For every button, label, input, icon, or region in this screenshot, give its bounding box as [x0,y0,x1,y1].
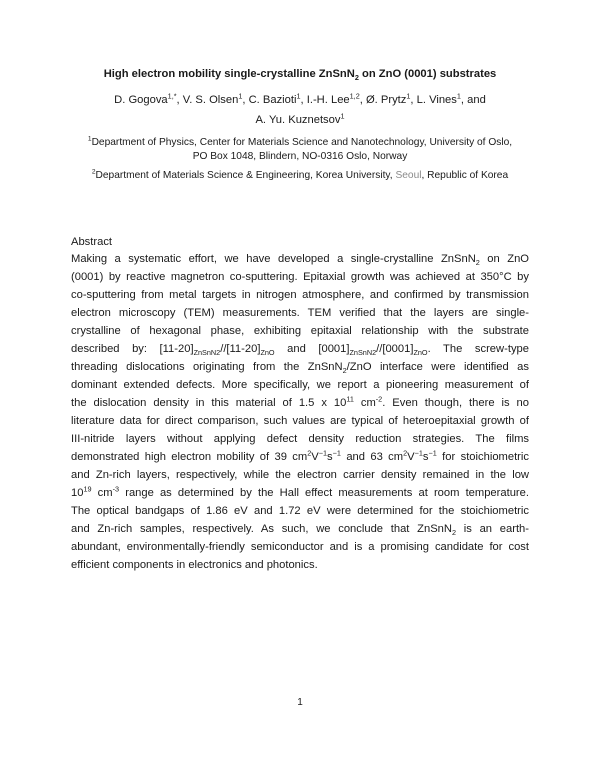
abstract-line: dominant extended defects. More specifically, we report a pioneering measurement of [71,379,529,391]
abstract-line: abundant, environmentally-friendly semiconductor and is a promising candidate for cost [71,541,529,553]
affiliation-2: $^2$Department of Materials Science & Engineering, Korea University, Seoul, Republic of Korea [91,168,509,181]
abstract-line: $10^{19}$ $cm^{-3}$ range as determined by the Hall effect measurements at room temperature. [71,484,529,499]
abstract-line: The optical bandgaps of 1.86 eV and 1.72 eV were determined for the stoichiometric [71,505,529,517]
abstract-line: threading dislocations originating from the ZnSnN$_2$/ZnO interface were identified as [71,361,529,376]
abstract-line: demonstrated high electron mobility of 39 $cm^2V^{-1}s^{-1}$ and 63 $cm^2V^{-1}s^{-1}$ for stoichiometric [71,448,529,463]
abstract-line: III-nitride layers without applying defect density reduction strategies. The films [71,433,529,445]
affiliation-1-line-2: PO Box 1048, Blindern, NO-0316 Oslo, Norway [192,151,408,162]
author-list-line-2: A. Yu. Kuznetsov$^1$ [255,111,345,126]
abstract-line: described by: $[11-20]_{ZnSnN2}//[11-20]_{ZnO}$ and $[0001]_{ZnSnN2}//[0001]_{ZnO}$. The screw-type [71,343,529,358]
abstract-heading: Abstract [71,236,113,248]
paper-title: High electron mobility single-crystalline ZnSnN$_2$ on ZnO (0001) substrates [103,68,497,83]
abstract-line: Making a systematic effort, we have developed a single-crystalline ZnSnN$_2$ on ZnO [71,253,529,268]
affiliation-1: $^1$Department of Physics, Center for Materials Science and Nanotechnology, University of Oslo, [87,135,513,148]
abstract-line: efficient components in electronics and photonics. [71,559,318,571]
abstract-line: and Zn-rich samples, respectively. As such, we conclude that ZnSnN$_2$ is an earth- [71,523,529,538]
abstract-line: electron microscopy (TEM) measurements. TEM verified that the layers are single- [71,307,529,319]
author-list: D. Gogova$^{1,*}$, V. S. Olsen$^1$, C. Bazioti$^1$, I.-H. Lee$^{1,2}$, Ø. Prytz$^1$, L. Vines$^1$, and [114,91,486,106]
abstract-line: (0001) by reactive magnetron co-sputtering. Epitaxial growth was achieved at 350°C by [71,271,529,283]
abstract-line: literature data for direct comparison, such values are typical of heteroepitaxial growth of [71,415,529,427]
page-number: 1 [297,697,303,708]
abstract-line: and Zn-rich layers, respectively, while the electron carrier density remained in the low [71,469,529,481]
abstract-line: crystalline of hexagonal phase, exhibiting epitaxial relationship with the substrate [71,325,529,337]
abstract-line: the dislocation density in this material of 1.5 x $10^{11}$ $cm^{-2}$. Even though, there is no [71,394,529,409]
abstract-line: co-sputtering from metal targets in nitrogen atmosphere, and confirmed by transmission [71,289,529,301]
